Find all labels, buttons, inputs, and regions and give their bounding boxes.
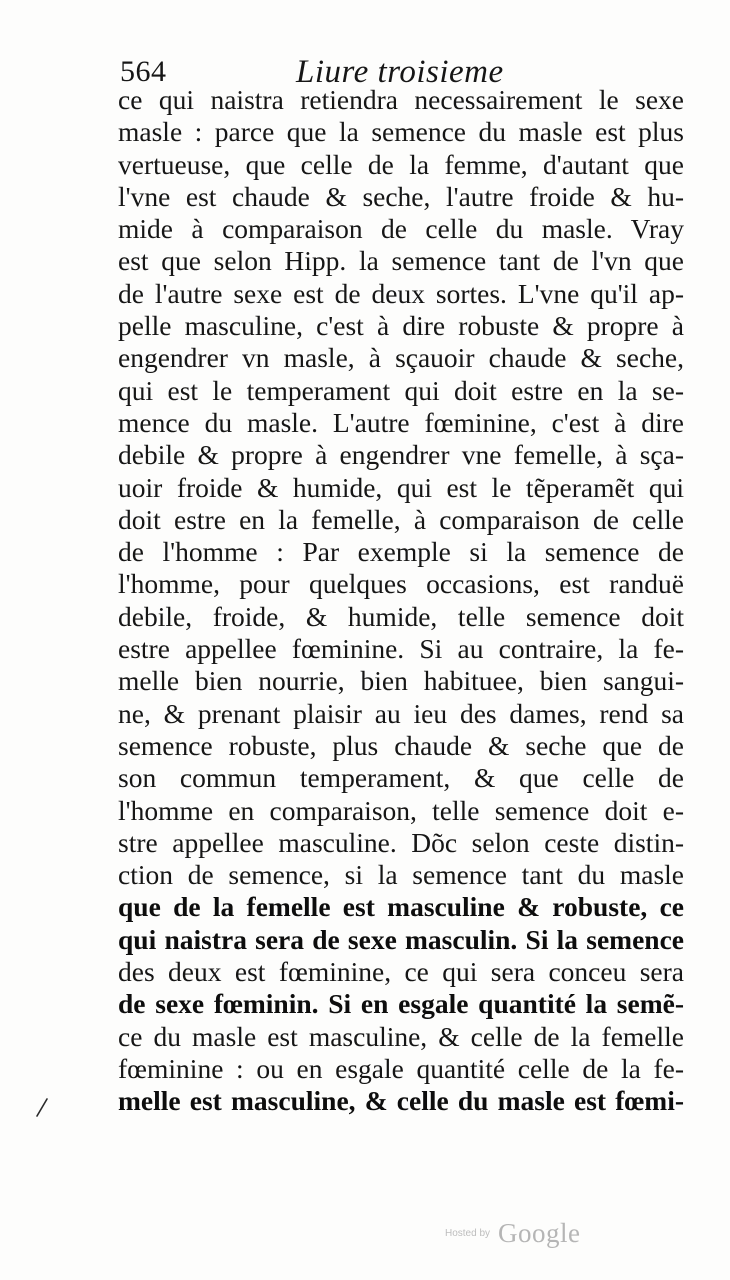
- text-line: pelle masculine, c'est à dire robuste & propre à: [118, 310, 684, 342]
- text-line: doit estre en la femelle, à comparaison de celle: [118, 503, 684, 535]
- text-line: l'homme en comparaison, telle semence doit e-: [118, 794, 684, 826]
- text-line: stre appellee masculine. Dõc selon ceste distin-: [118, 826, 684, 858]
- text-line: engendrer vn masle, à sçauoir chaude & seche,: [118, 342, 684, 374]
- text-line: ce du masle est masculine, & celle de la femelle: [118, 1020, 684, 1052]
- text-line: l'homme, pour quelques occasions, est randuë: [118, 568, 684, 600]
- running-title: Liure troisieme: [296, 54, 504, 90]
- text-line: ne, & prenant plaisir au ieu des dames, rend sa: [118, 697, 684, 729]
- text-line: mide à comparaison de celle du masle. Vray: [118, 213, 684, 245]
- text-line: de sexe fœminin. Si en esgale quantité la semẽ-: [118, 988, 684, 1020]
- text-line: estre appellee fœminine. Si au contraire, la fe-: [118, 633, 684, 665]
- text-line: qui naistra sera de sexe masculin. Si la semence: [118, 923, 684, 955]
- text-line: uoir froide & humide, qui est le tẽperamẽt qui: [118, 471, 684, 503]
- text-line: son commun temperament, & que celle de: [118, 762, 684, 794]
- page-number: 564: [120, 55, 167, 88]
- footer-credit: [445, 1218, 581, 1252]
- pen-stroke-mark-icon: [34, 1096, 50, 1118]
- text-line: vertueuse, que celle de la femme, d'autant que: [118, 148, 684, 180]
- text-line: est que selon Hipp. la semence tant de l'vn que: [118, 245, 684, 277]
- text-line: masle : parce que la semence du masle est plus: [118, 116, 684, 148]
- text-line: ction de semence, si la semence tant du masle: [118, 859, 684, 891]
- text-line: l'vne est chaude & seche, l'autre froide & hu-: [118, 180, 684, 212]
- text-line: mence du masle. L'autre fœminine, c'est à dire: [118, 406, 684, 438]
- text-line: debile & propre à engendrer vne femelle, à sça-: [118, 439, 684, 471]
- text-line: melle est masculine, & celle du masle est fœmi-: [118, 1085, 684, 1117]
- provider-logo: Google: [498, 1218, 581, 1248]
- text-line: melle bien nourrie, bien habituee, bien sangui-: [118, 665, 684, 697]
- text-line: semence robuste, plus chaude & seche que de: [118, 729, 684, 761]
- text-line: debile, froide, & humide, telle semence doit: [118, 600, 684, 632]
- text-line: de l'autre sexe est de deux sortes. L'vne qu'il ap-: [118, 277, 684, 309]
- text-line: ce qui naistra retiendra necessairement le sexe: [118, 84, 684, 115]
- hosted-by-label: Hosted by: [445, 1228, 491, 1239]
- text-line: qui est le temperament qui doit estre en la se-: [118, 374, 684, 406]
- text-line: que de la femelle est masculine & robuste, ce: [118, 891, 684, 923]
- text-line: des deux est fœminine, ce qui sera conceu sera: [118, 956, 684, 988]
- text-line: de l'homme : Par exemple si la semence de: [118, 536, 684, 568]
- text-line: fœminine : ou en esgale quantité celle de la fe-: [118, 1052, 684, 1084]
- body-text: [118, 84, 684, 1118]
